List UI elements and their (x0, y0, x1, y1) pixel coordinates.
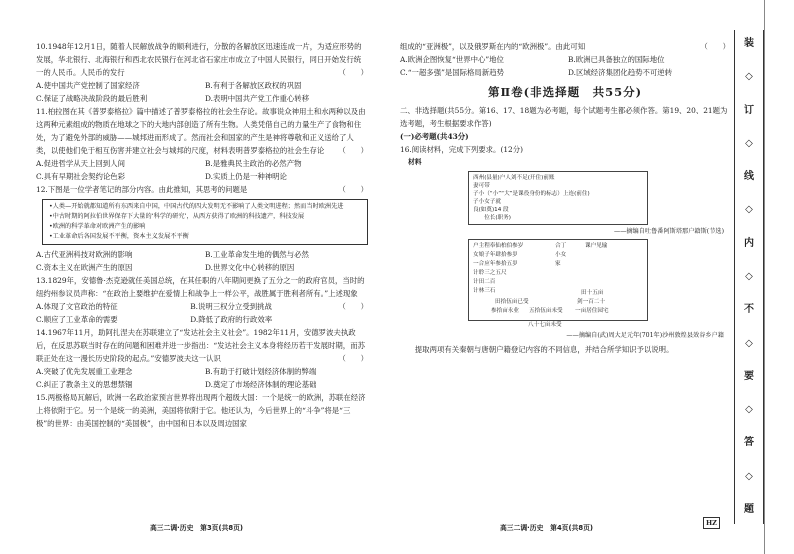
page-edge-line (764, 0, 765, 554)
option-d: D.表明中国共产党工作重心转移 (205, 94, 310, 103)
option-b: B.有助于打破计划经济体制的弊端 (205, 367, 317, 376)
question-10 (36, 40, 368, 105)
option-d: D.降低了政府的行政效率 (190, 315, 273, 324)
option-b: B.有利于各解放区政权的巩固 (205, 81, 302, 90)
option-a: A.促进哲学从天上回到人间 (36, 159, 125, 168)
note-line: •工业革命后各国发展不平衡，资本主义发展不平衡 (49, 233, 189, 240)
source-citation-1: ——摘编自吐鲁番阿斯塔那户籍斯(节选) (613, 228, 724, 235)
section-title: 第Ⅱ卷(非选择题 共55分) (487, 85, 643, 99)
edition-mark: HZ (703, 517, 720, 529)
note-line: •人类—开始就都知道所有东西来自中国，中国古代的四大发明无不影响了人类文明进程；然而当时欧洲先进 (49, 203, 344, 210)
land-record: 八十七亩未受 (528, 322, 562, 328)
scholar-notes-box (42, 199, 368, 245)
question-13-text: 13.1829年，安德鲁·杰克逊就任美国总统，在其任职的八年期间更换了五分之一的政府官员，当时的纽约州参议员声称：“在政治上要维护在爱情上和战争上一样公平，战胜属于胜利者所有。”上述现象 (36, 276, 365, 298)
household-register-1 (468, 171, 648, 225)
question-12 (36, 183, 368, 274)
binding-char: ◇ (745, 71, 753, 83)
land-record: 一亩居住园宅 (575, 308, 609, 314)
register-tag: 小女 (555, 252, 567, 258)
register-line: 女娘子年肆拾参岁 (473, 252, 518, 258)
option-b: B.说明三权分立受到挑战 (190, 302, 272, 311)
register-line: 位长(职务) (473, 215, 511, 221)
option-d: D.奠定了市场经济体制的理论基础 (205, 380, 317, 389)
register-line: 子小女子就 (473, 199, 501, 205)
answer-paren: （ ） (338, 146, 368, 155)
land-record: 田拾伍亩已受 (495, 299, 529, 305)
option-c: C.保证了战略决战阶段的最后胜利 (36, 94, 148, 103)
note-line: •欧洲的科学革命对欧洲产生的影响 (49, 223, 146, 230)
answer-paren: （ ） (700, 42, 730, 51)
question-13 (36, 274, 368, 326)
option-d: D.世界文化中心转移的原因 (205, 263, 295, 272)
question-11 (36, 105, 368, 183)
question-15-continued: 组成的“亚洲极”，以及俄罗斯在内的“欧洲极”。由此可知 (400, 42, 586, 51)
left-column (36, 40, 368, 430)
question-16-prompt: 提取两项有关秦朝与唐朝户籍登记内容的不同信息，并结合所学知识予以说明。 (400, 345, 674, 354)
land-record: 田十五亩 (581, 290, 604, 296)
question-14 (36, 326, 368, 391)
binding-char: 不 (744, 304, 754, 316)
register-tag: 合丁 (555, 243, 567, 249)
answer-paren: （ ） (338, 354, 368, 363)
question-15-text: 15.两极格局瓦解后，欧洲一名政治家预言世界将出现两个超级大国：一个是统一的欧洲，苏联在经济上将依附于它。另一个是统一的美洲，美国将依附于它。他还认为，今后世界上的“斗争”将是“三极”的世界：由美国控制的“美国极”，由中国和日本以及周边国家 (36, 393, 366, 428)
register-line: 西州(县量)户人刘不足(开住)前账 (473, 175, 555, 181)
land-record: 参拾亩永业 (491, 308, 519, 314)
binding-char: 内 (744, 237, 754, 249)
binding-char: 要 (744, 370, 754, 382)
register-line: 户主程奉仙柏伯参岁 (473, 243, 524, 249)
binding-char: 订 (744, 104, 754, 116)
household-register-2 (468, 239, 648, 321)
binding-char: ◇ (745, 204, 753, 216)
material-label: 材料 (408, 158, 422, 166)
binding-char: 答 (744, 437, 754, 449)
option-c: C.顺应了工业革命的需要 (36, 315, 118, 324)
required-label: (一)必考题(共43分) (400, 132, 469, 141)
binding-margin (734, 30, 764, 524)
option-d: D.实质上仍是一种神明论 (205, 172, 287, 181)
question-11-text: 11.柏拉图在其《普罗泰格拉》篇中描述了普罗泰格拉的社会生存论。故事说众神用土和水两种以及由这两种元素组成的物质在地球之下的大地内部创造了所有生物。人类凭借自己的力量生产了食物和住处，为了避免外部的威胁——城邦进而形成了。然而社会和国家的产生是神将尊敬和正义送给了人类，以使他们免于相互伤害并建立社会与城邦的尺度，材料表明普罗泰格拉的社会生存论 (36, 107, 366, 155)
register-line: 妻可带 (473, 183, 490, 189)
register-line: 子小（“小”“大”是课役身份的标志）上连(前住) (473, 191, 590, 197)
right-column (400, 40, 730, 356)
register-line: 计聆三之五尺 (473, 270, 507, 276)
register-line: 良(如奠)14 段 (473, 207, 509, 213)
page-footer-right: 高三二调·历史 第4页(共8页) (500, 524, 594, 532)
option-c: C.具有早期社会契约论色彩 (36, 172, 126, 181)
question-15 (36, 391, 368, 430)
binding-char: ◇ (745, 270, 753, 282)
answer-paren: （ ） (338, 185, 368, 194)
register-tag: 课户见输 (585, 243, 608, 249)
section-intro: 二、非选择题(共55分。第16、17、18题为必考题，每个试题考生都必须作答。第19、20、21题为选考题，考生根据要求作答) (400, 106, 728, 128)
binding-char: ◇ (745, 137, 753, 149)
option-a: A.使中国共产党控制了国家经济 (36, 81, 140, 90)
register-line: 计田二百 (473, 279, 496, 285)
option-a: A.古代亚洲科技对欧洲的影响 (36, 250, 133, 259)
option-d: D.区域经济集团化趋势不可逆转 (568, 68, 673, 77)
register-line: 一合应年参拾五岁 (473, 261, 518, 267)
option-a: A.欧洲企图恢复“世界中心”地位 (400, 55, 504, 64)
option-a: A.体现了文官政治的特征 (36, 302, 118, 311)
question-12-text: 12.下图是一位学者笔记的部分内容。由此推知，其思考的问题是 (36, 185, 248, 194)
question-16-text: 16.阅读材料，完成下列要求。(12分) (400, 145, 524, 154)
source-citation-2: ——摘编自(武)周大足元年(701年)沙州敦煌县效谷乡户籍 (566, 332, 724, 339)
binding-char: ◇ (745, 470, 753, 482)
answer-paren: （ ） (338, 68, 368, 77)
binding-char: 线 (744, 171, 754, 183)
binding-char: ◇ (745, 404, 753, 416)
option-c: C.资本主义在欧洲产生的原因 (36, 263, 133, 272)
page-footer-left: 高三二调·历史 第3页(共8页) (150, 524, 244, 532)
option-c: C.纠正了教条主义的思想禁锢 (36, 380, 133, 389)
register-line: 计林三石 (473, 288, 496, 294)
binding-char: ◇ (745, 337, 753, 349)
register-tag: 家 (555, 261, 561, 267)
answer-paren: （ ） (338, 302, 368, 311)
binding-char: 题 (744, 503, 754, 515)
land-record: 五拾伍亩未受 (529, 308, 563, 314)
option-a: A.突破了优先发展重工业理念 (36, 367, 133, 376)
binding-char: 装 (744, 38, 754, 49)
question-10-text: 10.1948年12月1日，随着人民解放战争的顺利进行，分散的各解放区迅速连成一片，为适应形势的发展，华北银行、北海银行和西北农民银行在河北省石家庄市成立了中国人民银行，同日开始发行统一的人民币。人民币的发行 (36, 42, 362, 77)
question-14-text: 14.1967年11月，助阿扎涅夫在苏联建立了“发达社会主义社会”。1982年11月，安德罗波夫执政后，在反思苏联当时存在的问题和困难并进一步指出：“发达社会主义本身将经历若干发展时期，而苏联正处在这一漫长历史阶段的起点。”安德罗波夫这一认识 (36, 328, 365, 363)
option-b: B.工业革命发生地的偶然与必然 (205, 250, 309, 259)
option-b: B.是雅典民主政治的必然产物 (205, 159, 302, 168)
option-b: B.欧洲已具备独立的国际地位 (568, 55, 665, 64)
note-line: •中古时期的阿拉伯世界保存下大量的‘科学的研究’，从西方获得了欧洲的科技遗产，科技发展 (49, 213, 305, 220)
land-record: 剑一百二十 (577, 299, 605, 305)
option-c: C.“一超多强”是国际格局新趋势 (400, 68, 504, 77)
